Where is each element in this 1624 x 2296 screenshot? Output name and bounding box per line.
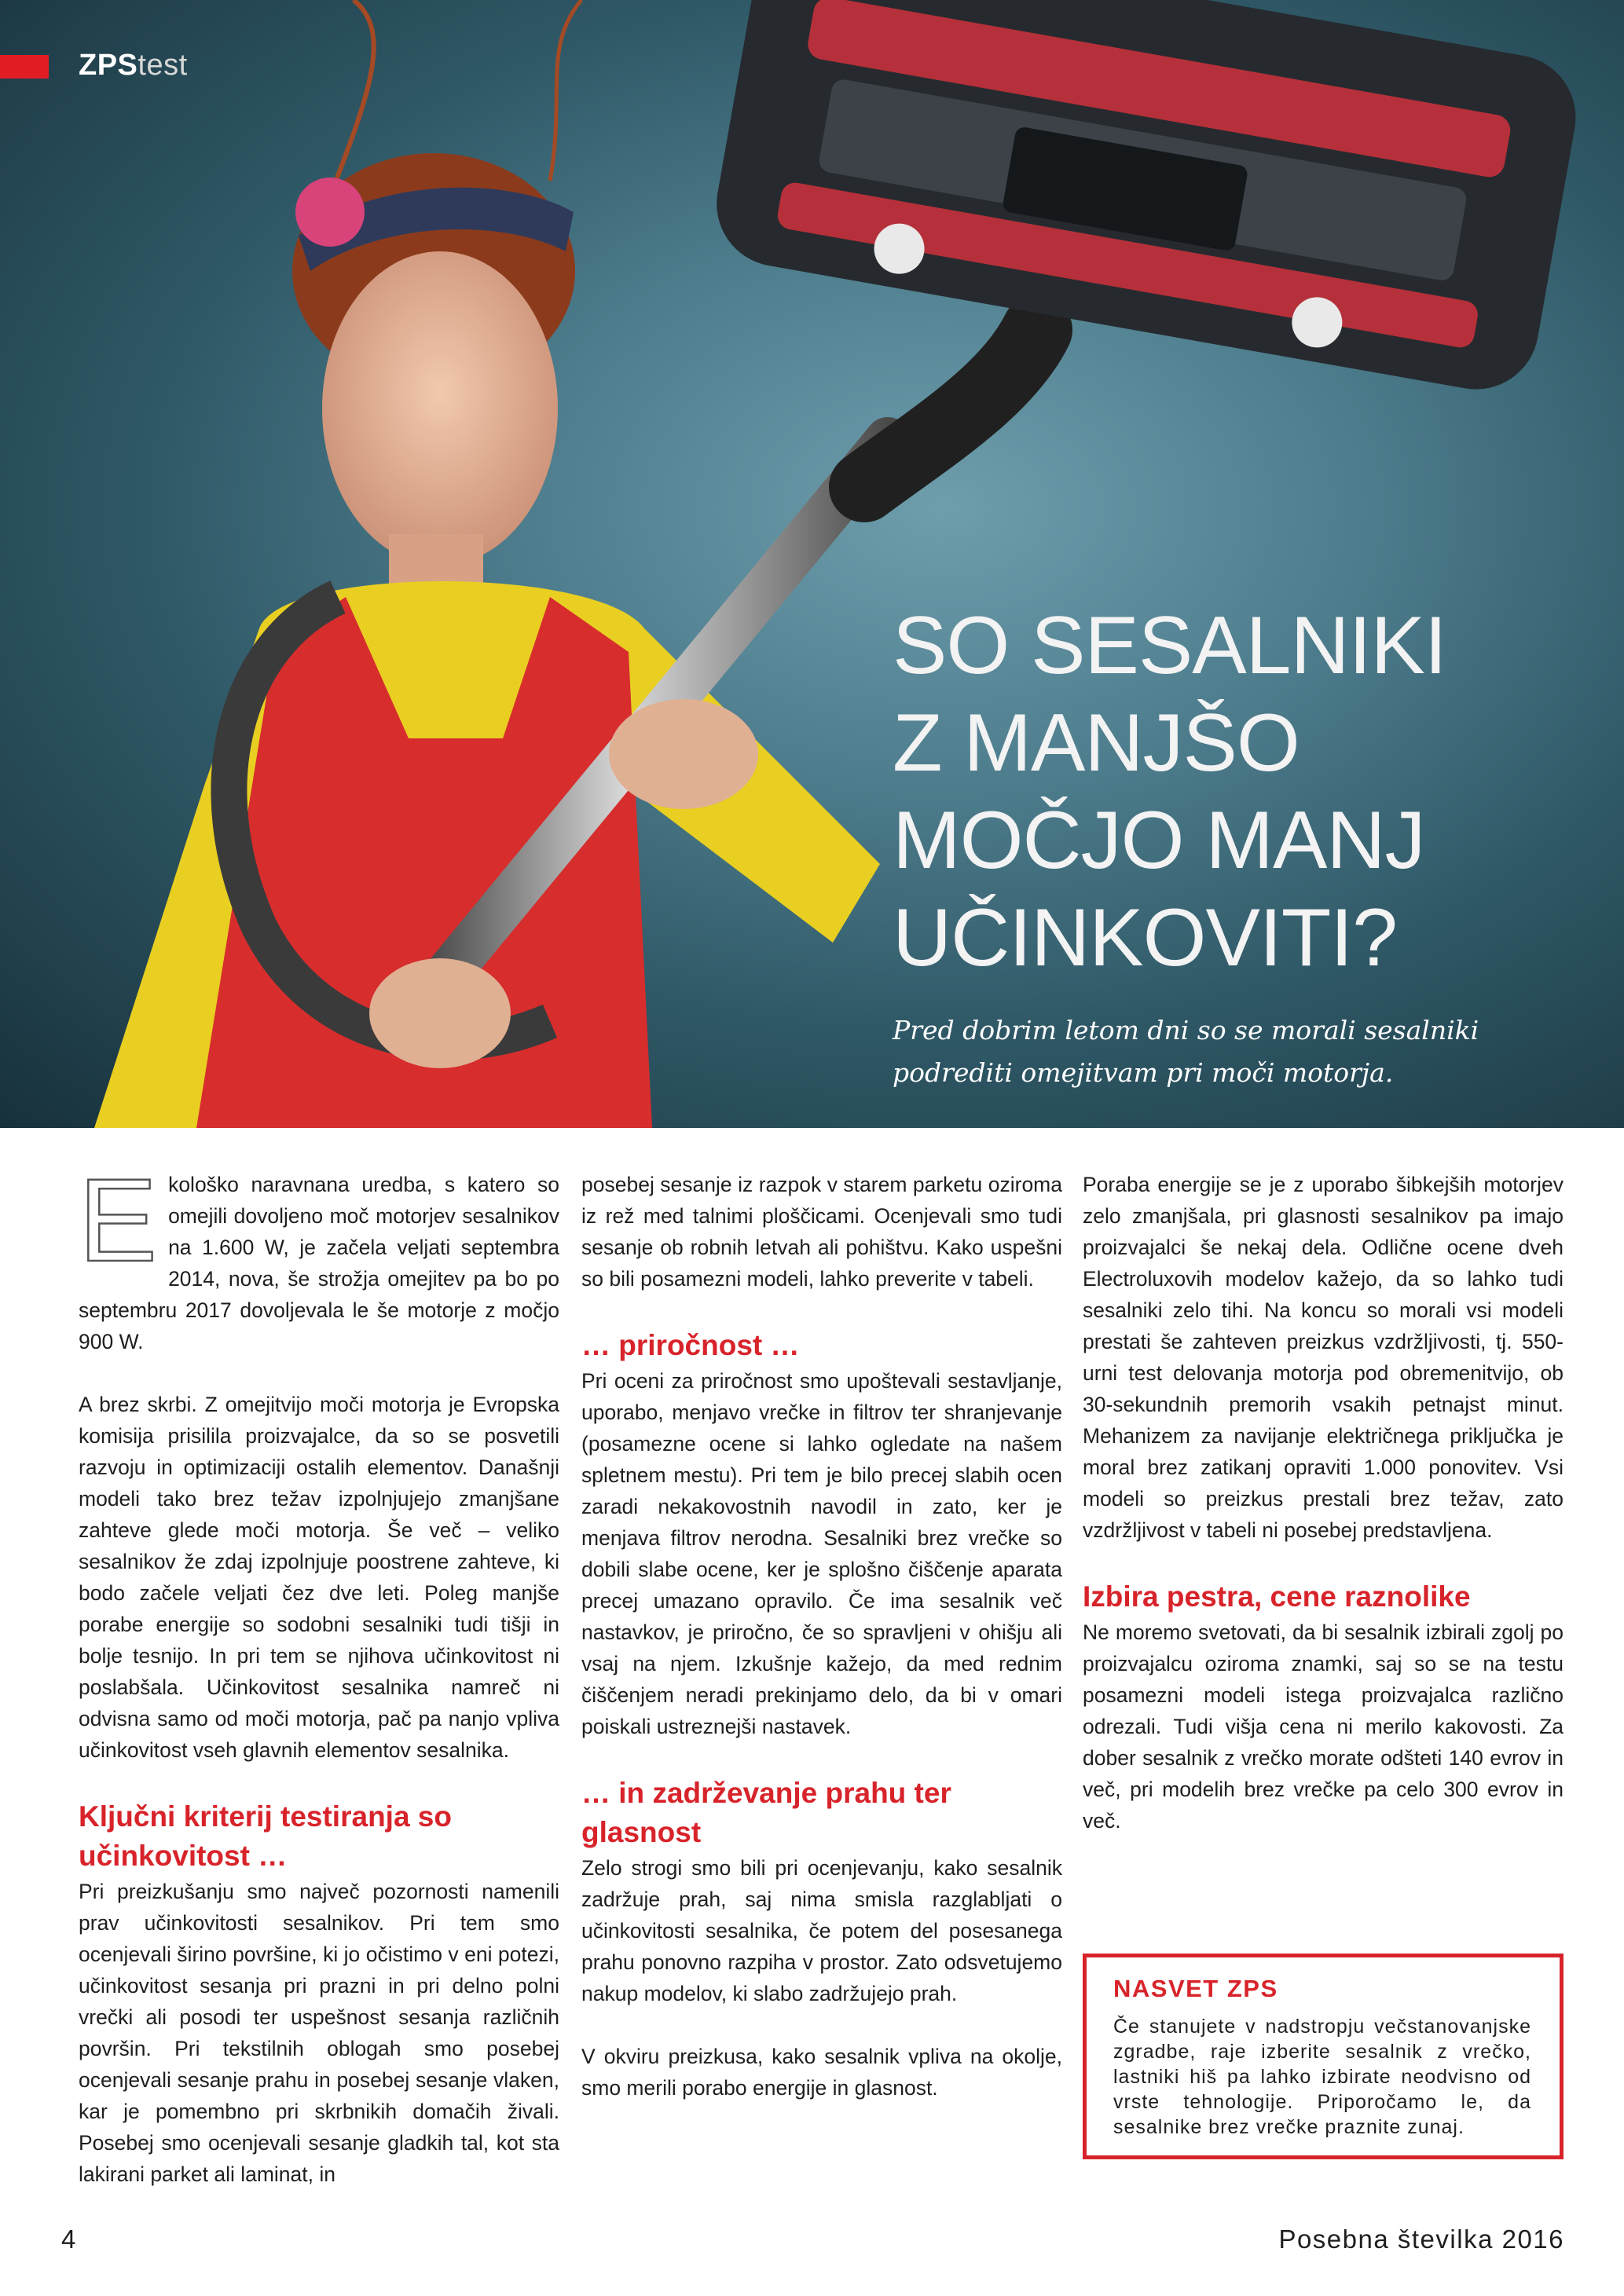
section-heading: … in zadrževanje prahu ter glasnost	[581, 1777, 951, 1848]
issue-label: Posebna številka 2016	[1278, 2225, 1564, 2254]
brand-label: ZPStest	[79, 49, 188, 82]
headline-line: Z MANJŠO	[893, 698, 1300, 789]
headline-line: MOČJO MANJ	[893, 795, 1425, 886]
section-heading: Ključni kriterij testiranja so učinkovitost …	[79, 1800, 452, 1872]
article-column-3	[1083, 1169, 1564, 1868]
article-column-2	[581, 1169, 1062, 2135]
paragraph: A brez skrbi. Z omejitvijo moči motorja je Evropska komisija prisilila proizvajalce, da so se posvetili razvoju in optimizaciji ostalih elementov. Današnji modeli tako brez težav izpolnjujejo zmanjšane zahteve glede moči motorja. Še več – veliko sesalnikov že zdaj izpolnjuje poostrene zahteve, ki bodo začele veljati čez dve leti. Poleg manjše porabe energije so sodobni sesalniki tudi tišji in bolje tesnijo. In pri tem se njihova učinkovitost ni poslabšala. Učinkovitost sesalnika namreč ni odvisna samo od moči motorja, pač pa nanjo vpliva učinkovitost vseh glavnih elementov sesalnika.	[79, 1393, 559, 1762]
headline-line: UČINKOVITI?	[893, 892, 1397, 983]
page-number: 4	[61, 2225, 76, 2254]
paragraph: Poraba energije se je z uporabo šibkejših motorjev zelo zmanjšala, pri glasnosti sesalnikov pa imajo proizvajalci še nekaj dela. Odlične ocene dveh Electroluxovih modelov kažejo, da so lahko tudi sesalniki zelo tihi. Na koncu so morali vsi modeli prestati še zahteven preizkus vzdržljivosti, tj. 550-urni test delovanja motorja pod obremenitvijo, ob 30-sekundnih premorih vsakih petnajst minut. Mehanizem za navijanje električnega priključka je moral brez zatikanj opraviti 1.000 ponovitev. Vsi modeli so preizkus prestali brez težav, zato vzdržljivost v tabeli ni posebej predstavljena.	[1083, 1173, 1564, 1542]
intro-paragraph: Ekološko naravnana uredba, s katero so omejili dovoljeno moč motorjev sesalnikov na 1.600 W, je začela veljati septembra 2014, nova, še strožja omejitev pa bo po septembru 2017 dovoljevala le še motorje z močjo 900 W.	[79, 1154, 559, 1353]
drop-cap: E	[79, 1154, 158, 1286]
headscarf-bow	[295, 178, 365, 247]
section-heading: Izbira pestra, cene raznolike	[1083, 1580, 1471, 1613]
paragraph: Pri preizkušanju smo največ pozornosti namenili prav učinkovitosti sesalnikov. Pri tem smo ocenjevali širino površine, ki jo očistimo v eni potezi, učinkovitost sesanja pri prazni in pri delno polni vrečki ali posodi ter uspešnost sesanja različnih površin. Pri tekstilnih oblogah smo posebej ocenjevali sesanje prahu in posebej sesanje vlaken, kar je pomembno pri skrbnikih domačih živali. Posebej smo ocenjevali sesanje gladkih tal, kot sta lakirani parket ali laminat, in	[79, 1880, 559, 2186]
hero-photo	[0, 0, 1624, 1128]
paragraph: posebej sesanje iz razpok v starem parketu oziroma iz rež med talnimi ploščicami. Ocenjevali smo tudi sesanje ob robnih letvah ali pohištvu. Kako uspešni so bili posamezni modeli, lahko preverite v tabeli.	[581, 1173, 1062, 1291]
face-shape	[322, 251, 558, 566]
hand-right	[609, 699, 758, 809]
paragraph: Pri oceni za priročnost smo upoštevali sestavljanje, uporabo, menjavo vrečke in filtrov ter shranjevanje (posamezne ocene si lahko ogledate na našem spletnem mestu). Pri tem je bilo precej slabih ocen zaradi nekakovostnih navodil in zato, ker je menjava filtrov nerodna. Sesalniki brez vrečke so dobili slabe ocene, ker je splošno čiščenje aparata precej umazano opravilo. Če ima sesalnik več nastavkov, je priročno, če so spravljeni v ohišju ali vsaj na njem. Izkušnje kažejo, da med rednim čiščenjem neradi prekinjamo delo, da bi v omari poiskali ustreznejši nastavek.	[581, 1369, 1062, 1738]
paragraph: V okviru preizkusa, kako sesalnik vpliva na okolje, smo merili porabo energije in glasnost.	[581, 2045, 1062, 2100]
headline-line: SO SESALNIKI	[893, 600, 1446, 691]
tip-title: NASVET ZPS	[1113, 1975, 1278, 2002]
standfirst: Pred dobrim letom dni so se morali sesalniki podrediti omejitvam pri moči motorja.	[893, 1015, 1479, 1088]
article-column-1	[79, 1154, 559, 2221]
brand-tag-bar	[0, 55, 49, 79]
hand-left	[369, 958, 511, 1068]
paragraph: Ne moremo svetovati, da bi sesalnik izbirali zgolj po proizvajalcu oziroma znamki, saj so se na testu posamezni modeli istega proizvajalca različno odrezali. Tudi višja cena ni merilo kakovosti. Za dober sesalnik z vrečko morate odšteti 140 evrov in več, pri modelih brez vrečke pa celo 300 evrov in več.	[1083, 1620, 1564, 1833]
section-heading: … priročnost …	[581, 1329, 800, 1361]
tip-text: Če stanujete v nadstropju večstanovanjske zgradbe, raje izberite sesalnik z vrečko, lastniki hiš pa lahko izbirate neodvisno od vrste tehnologije. Priporočamo le, da sesalnike brez vrečke praznite zunaj.	[1113, 2016, 1531, 2138]
vacuum-nozzle	[707, 0, 1586, 399]
paragraph: Zelo strogi smo bili pri ocenjevanju, kako sesalnik zadržuje prah, saj nima smisla razglabljati o učinkovitosti sesalnika, če potem del posesanega prahu ponovno razpiha v prostor. Zato odsvetujemo nakup modelov, ki slabo zadržujejo prah.	[581, 1856, 1062, 2005]
tip-box	[1083, 1954, 1564, 2159]
headline	[893, 597, 1600, 987]
